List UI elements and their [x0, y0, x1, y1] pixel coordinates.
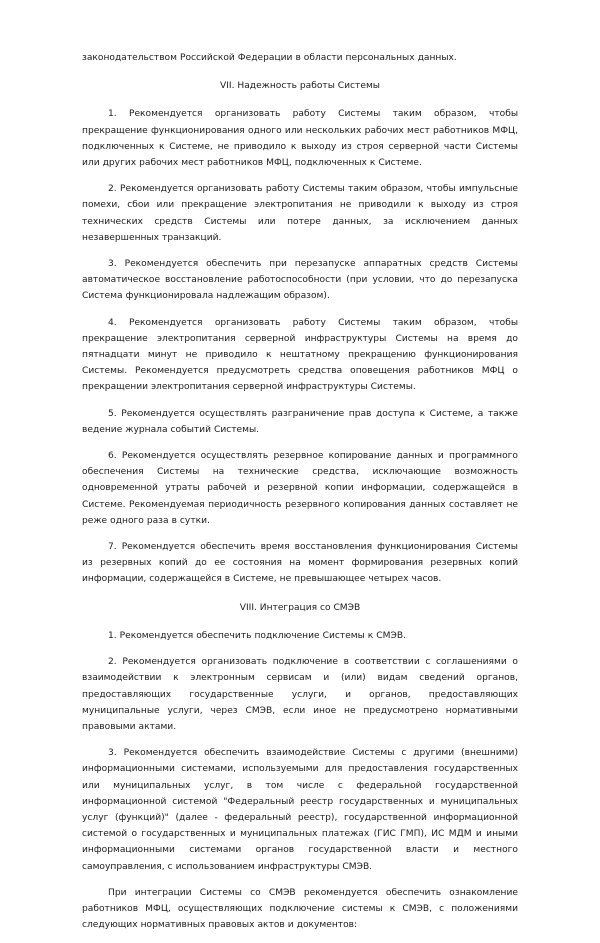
section-viii-closing-paragraph: При интеграции Системы со СМЭВ рекомендуется обеспечить ознакомление работников МФЦ, осуществляющих подключение системы к СМЭВ, с положениями следующих нормативных правовых актов и документов: — [82, 887, 518, 931]
section-vii-paragraph-4: 4. Рекомендуется организовать работу Системы таким образом, чтобы прекращение электропитания серверной инфраструктуры Системы на время до пятнадцати минут не приводило к нештатному прекращению функционирования Системы. Рекомендуется предусмотреть средства оповещения работников МФЦ о прекращении электропитания серверной инфраструктуры Системы. — [82, 317, 518, 393]
section-viii-paragraph-2: 2. Рекомендуется организовать подключение в соответствии с соглашениями о взаимодействии к электронным сервисам и (или) видам сведений органов, предоставляющих государственные услуги, и органов, предоставляющих муниципальные услуги, через СМЭВ, если иное не предусмотрено нормативными правовыми актами. — [82, 657, 518, 732]
section-viii-paragraph-3: 3. Рекомендуется обеспечить взаимодействие Системы с другими (внешними) информационными системами, используемыми для предоставления государственных или муниципальных услуг, в том числе с федеральной государственной информационной системой "Федеральный реестр государственных и муниципальных услуг (функций)" (далее - федеральный реестр), государственной информационной системой о государственных и муниципальных платежах (ГИС ГМП), ИС МДМ и иными информационными системами органов государственной власти и местного самоуправления, с использованием инфраструктуры СМЭВ. — [82, 748, 518, 872]
section-vii-paragraph-6: 6. Рекомендуется осуществлять резервное копирование данных и программного обеспечения Системы на технические средства, исключающие возможность одновременной утраты рабочей и резервной копии информации, содержащейся в Системе. Рекомендуемая периодичность резервного копирования данных составляет не реже одного раза в сутки. — [82, 451, 518, 526]
section-vii-paragraph-3: 3. Рекомендуется обеспечить при перезапуске аппаратных средств Системы автоматическое восстановление работоспособности (при условии, что до перезапуска Система функционировала надлежащим образом). — [82, 259, 518, 302]
section-vii-paragraph-7: 7. Рекомендуется обеспечить время восстановления функционирования Системы из резервных копий до ее состояния на момент формирования резервных копий информации, содержащейся в Системе, не превышающее четырех часов. — [82, 542, 518, 585]
section-heading-vii: VII. Надежность работы Системы — [220, 81, 380, 92]
section-heading-viii: VIII. Интеграция со СМЭВ — [239, 602, 361, 613]
section-vii-paragraph-5: 5. Рекомендуется осуществлять разграничение прав доступа к Системе, а также ведение журнала событий Системы. — [82, 408, 518, 435]
section-viii-paragraph-1: 1. Рекомендуется обеспечить подключение Системы к СМЭВ. — [108, 630, 406, 641]
intro-continuation-paragraph: законодательством Российской Федерации в области персональных данных. — [82, 53, 457, 63]
document-text-column — [82, 50, 518, 943]
section-vii-paragraph-1: 1. Рекомендуется организовать работу Системы таким образом, чтобы прекращение функционирования одного или нескольких рабочих мест работников МФЦ, подключенных к Системе, не приводило к выходу из строя серверной части Системы или других рабочих мест работников МФЦ, подключенных к Системе. — [82, 109, 518, 169]
section-vii-paragraph-2: 2. Рекомендуется организовать работу Системы таким образом, чтобы импульсные помехи, сбои или прекращение электропитания не приводили к выходу из строя технических средств Системы или потере данных, за исключением данных незавершенных транзакций. — [82, 184, 518, 243]
